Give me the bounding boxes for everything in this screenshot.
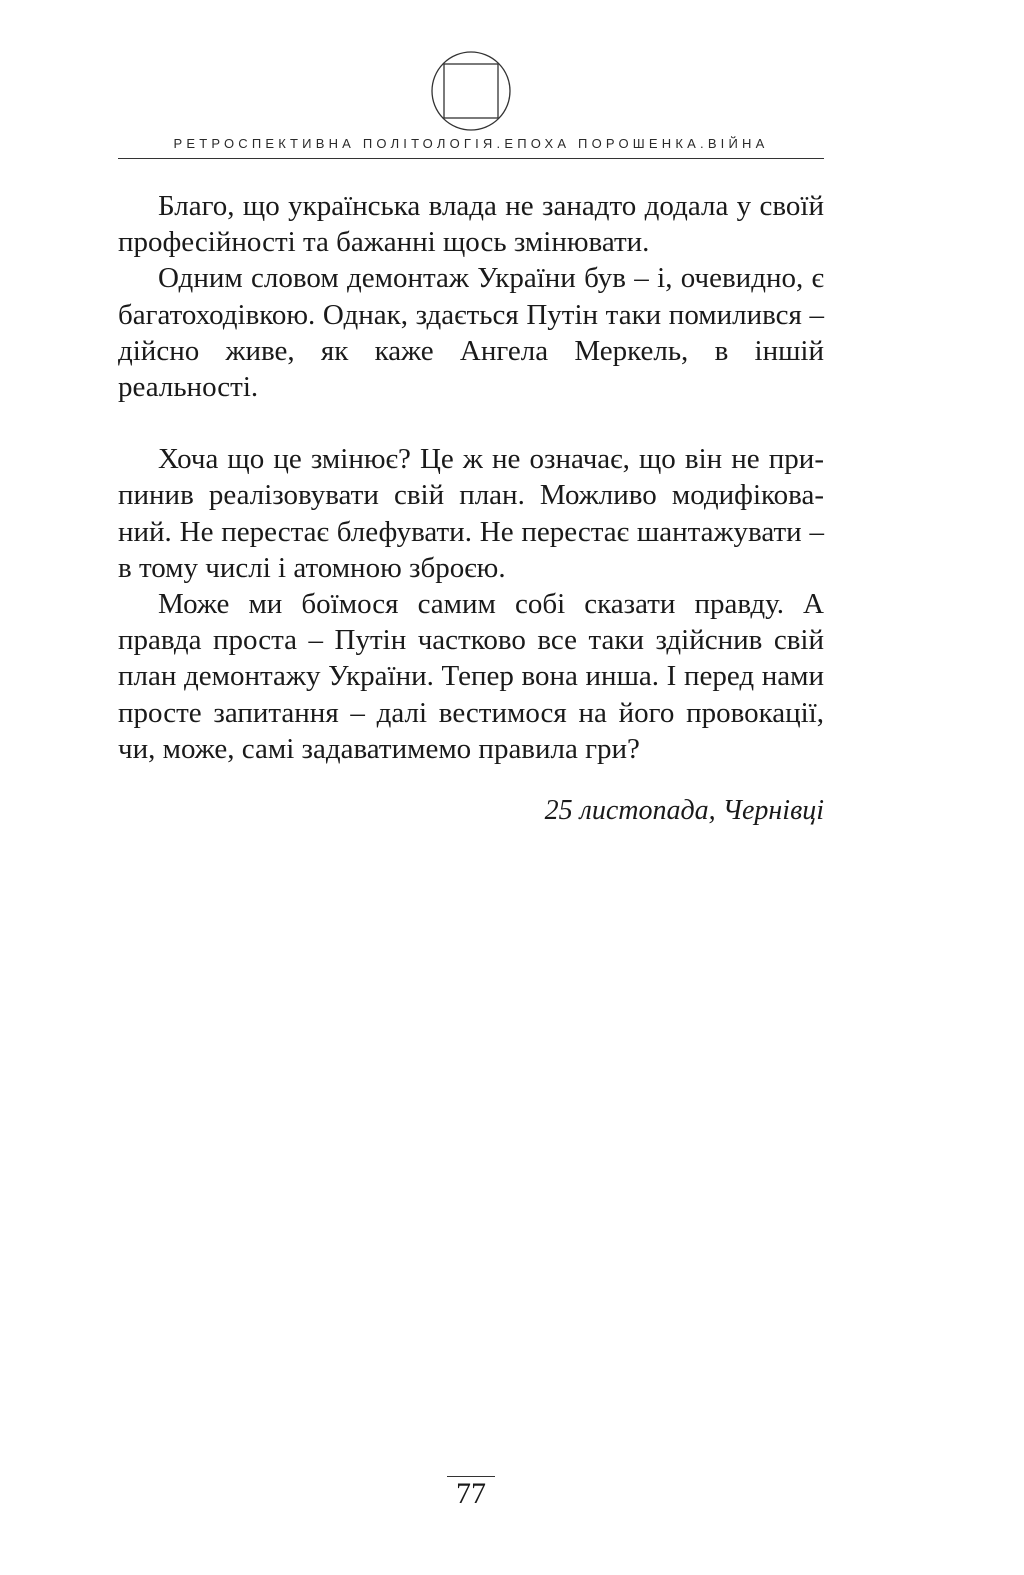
paragraph: Може ми боїмося самим собі сказати правду. А правда проста – Путін частково все таки здійснив свій план демонтажу України. Тепер вона инша. І перед нами просте запитання – далі вестимося на його провокації, чи, може, самі задаватимемо правила гри? xyxy=(118,588,824,765)
section-break xyxy=(118,405,824,441)
header-divider xyxy=(118,158,824,159)
page-body xyxy=(118,188,824,829)
paragraph: Благо, що українська влада не занадто додала у своїй професійності та бажанні щось змінювати. xyxy=(118,190,824,259)
paragraph: Одним словом демонтаж України був – і, очевидно, є багатоходівкою. Однак, здається Путін таки помилився – дійсно живе, як каже Ангела Меркель, в іншій реальності. xyxy=(118,262,824,404)
page-number: 77 xyxy=(456,1477,486,1510)
circle-square-emblem-icon xyxy=(430,50,512,132)
paragraph: Хоча що це змінює? Це ж не означає, що він не припинив реалізовувати свій план. Можливо модифікований. Не перестає блефувати. Не перестає шантажувати – в тому числі і атомною зброєю. xyxy=(118,443,824,584)
running-header-title: РЕТРОСПЕКТИВНА ПОЛІТОЛОГІЯ.ЕПОХА ПОРОШЕНКА.ВІЙНА xyxy=(173,136,769,151)
date-place-signoff: 25 листопада, Чернівці xyxy=(544,795,824,827)
